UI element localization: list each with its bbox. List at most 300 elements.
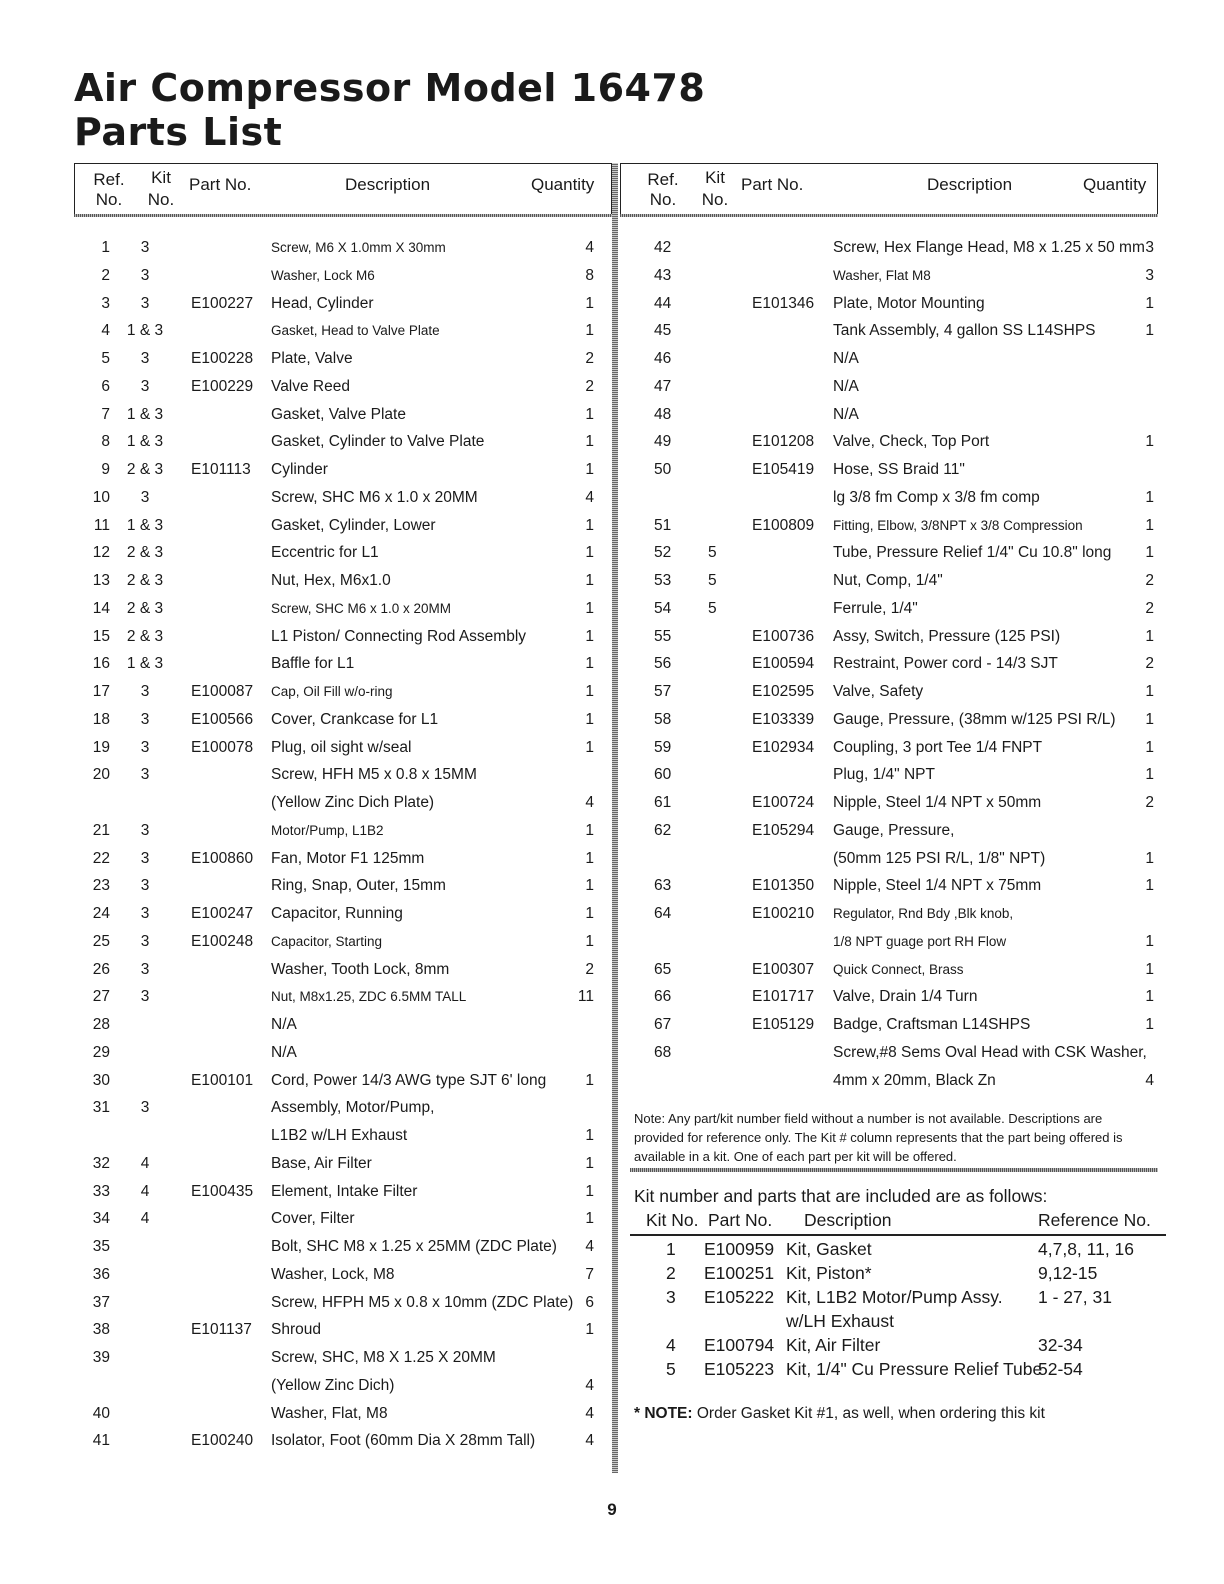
cell-ref-no: 65 [654, 960, 672, 978]
column-divider [612, 163, 618, 1473]
cell-quantity: 1 [1145, 710, 1154, 728]
cell-quantity: 1 [585, 821, 594, 839]
cell-description: Ring, Snap, Outer, 15mm [271, 877, 446, 895]
cell-quantity: 4 [585, 488, 594, 506]
cell-kit-no: 1 & 3 [126, 405, 164, 423]
cell-ref-no: 64 [654, 905, 672, 922]
cell-description: Restraint, Power cord - 14/3 SJT [833, 655, 1058, 673]
cell-quantity: 4 [585, 1238, 594, 1255]
cell-ref-no: 42 [654, 239, 672, 256]
cell-quantity: 1 [1145, 877, 1154, 895]
cell-description: N/A [833, 405, 859, 423]
cell-part-no: E101346 [752, 294, 815, 312]
cell-kit-no: 5 [708, 572, 717, 589]
cell-quantity: 8 [585, 266, 594, 284]
cell-ref-no: 27 [92, 988, 110, 1006]
cell-description: Screw, HFPH M5 x 0.8 x 10mm (ZDC Plate) [271, 1293, 574, 1311]
kit-header-kit-no: Kit No. [646, 1210, 699, 1230]
cell-ref-no: 60 [654, 766, 672, 784]
cell-description: (50mm 125 PSI R/L, 1/8" NPT) [833, 849, 1046, 867]
kit-header-part-no: Part No. [708, 1210, 773, 1230]
cell-kit-no: 4 [140, 1154, 150, 1172]
cell-quantity: 1 [585, 627, 594, 645]
cell-description: N/A [271, 1043, 297, 1061]
cell-description: Gasket, Cylinder, Lower [271, 516, 436, 534]
kit-cell-description: Kit, Piston* [786, 1263, 872, 1283]
cell-description: Valve Reed [271, 377, 350, 395]
cell-description: Washer, Tooth Lock, 8mm [271, 960, 450, 978]
cell-description: Hose, SS Braid 11" [833, 461, 965, 478]
cell-ref-no: 57 [654, 683, 672, 700]
cell-quantity: 6 [585, 1293, 594, 1311]
kit-cell-reference: 9,12-15 [1038, 1263, 1098, 1283]
cell-kit-no: 2 & 3 [126, 572, 164, 589]
cell-kit-no: 4 [140, 1210, 150, 1228]
cell-part-no: E100247 [191, 905, 254, 922]
cell-description: Gasket, Head to Valve Plate [271, 323, 440, 339]
cell-description: Washer, Flat M8 [833, 267, 931, 283]
cell-ref-no: 28 [92, 1016, 110, 1033]
cell-part-no: E105419 [752, 461, 815, 478]
cell-kit-no: 1 & 3 [126, 516, 164, 534]
cell-quantity: 2 [1145, 572, 1154, 589]
cell-description: Nut, Hex, M6x1.0 [271, 572, 391, 589]
cell-description: N/A [833, 377, 859, 395]
header-description: Description [345, 175, 431, 194]
cell-quantity: 7 [585, 1265, 594, 1283]
cell-description: Assembly, Motor/Pump, [271, 1099, 435, 1117]
cell-kit-no: 3 [140, 377, 150, 395]
cell-kit-no: 3 [140, 710, 150, 728]
cell-ref-no: 38 [92, 1321, 110, 1339]
cell-quantity: 1 [585, 905, 594, 922]
cell-quantity: 3 [1145, 266, 1154, 284]
kit-cell-part-no: E100794 [704, 1335, 775, 1355]
cell-kit-no: 1 & 3 [126, 655, 164, 673]
cell-description: (Yellow Zinc Dich Plate) [271, 794, 435, 811]
cell-ref-no: 36 [92, 1265, 110, 1283]
cell-ref-no: 59 [654, 738, 672, 756]
header-quantity: Quantity [1083, 175, 1147, 194]
cell-ref-no: 55 [654, 627, 672, 645]
availability-note: Note: Any part/kit number field without a number is not available. Descriptions are provided for reference only. The Kit # column represents that the part being offered is available in a kit. One of each part per kit will be offered. [634, 1111, 1123, 1164]
cell-ref-no: 67 [654, 1016, 672, 1033]
kit-cell-kit-no: 5 [666, 1359, 676, 1379]
cell-description: Screw, HFH M5 x 0.8 x 15MM [271, 766, 477, 784]
cell-kit-no: 3 [140, 905, 150, 922]
cell-ref-no: 54 [654, 599, 672, 617]
cell-ref-no: 41 [92, 1432, 110, 1450]
cell-kit-no: 3 [140, 488, 150, 506]
cell-description: Badge, Craftsman L14SHPS [833, 1016, 1031, 1033]
cell-description: Washer, Lock M6 [271, 267, 375, 283]
cell-kit-no: 5 [708, 599, 717, 617]
kit-intro: Kit number and parts that are included are as follows: [634, 1186, 1048, 1206]
kit-cell-reference: 4,7,8, 11, 16 [1038, 1239, 1135, 1259]
cell-quantity: 1 [585, 461, 594, 478]
cell-quantity: 2 [585, 960, 594, 978]
cell-part-no: E100860 [191, 849, 254, 867]
cell-kit-no: 3 [140, 932, 150, 950]
cell-kit-no: 2 & 3 [126, 461, 164, 478]
cell-part-no: E101137 [191, 1321, 252, 1339]
cell-description: Quick Connect, Brass [833, 961, 964, 977]
cell-ref-no: 62 [654, 821, 672, 839]
cell-ref-no: 31 [92, 1099, 110, 1117]
cell-description: Baffle for L1 [271, 655, 355, 673]
cell-ref-no: 18 [92, 710, 110, 728]
cell-kit-no: 4 [140, 1182, 150, 1200]
cell-part-no: E100101 [191, 1071, 254, 1089]
cell-ref-no: 44 [654, 294, 672, 312]
cell-ref-no: 20 [92, 766, 110, 784]
kit-cell-description: Kit, Air Filter [786, 1335, 881, 1355]
cell-quantity: 1 [1145, 294, 1154, 312]
cell-quantity: 1 [585, 599, 594, 617]
cell-kit-no: 3 [140, 821, 150, 839]
cell-quantity: 2 [1145, 655, 1154, 673]
cell-description: Gasket, Cylinder to Valve Plate [271, 433, 485, 451]
cell-quantity: 1 [585, 294, 594, 312]
kit-cell-reference: 52-54 [1038, 1359, 1083, 1379]
cell-description: 4mm x 20mm, Black Zn [833, 1071, 996, 1089]
cell-ref-no: 6 [101, 377, 110, 395]
cell-part-no: E100228 [191, 350, 254, 367]
cell-description: Screw, SHC, M8 X 1.25 X 20MM [271, 1349, 496, 1366]
cell-part-no: E100736 [752, 627, 815, 645]
cell-ref-no: 63 [654, 877, 672, 895]
cell-part-no: E100594 [752, 655, 815, 673]
cell-part-no: E100724 [752, 794, 815, 811]
cell-description: Eccentric for L1 [271, 544, 379, 562]
cell-description: lg 3/8 fm Comp x 3/8 fm comp [833, 488, 1040, 506]
title-line-1: Air Compressor Model 16478 [74, 66, 706, 110]
cell-kit-no: 3 [140, 683, 150, 700]
right-table-header [620, 163, 1158, 217]
cell-ref-no: 10 [92, 488, 110, 506]
cell-part-no: E101208 [752, 433, 815, 451]
header-kit-no: Kit No. [701, 168, 729, 209]
cell-kit-no: 3 [140, 766, 150, 784]
cell-description: Nipple, Steel 1/4 NPT x 75mm [833, 877, 1042, 895]
header-quantity: Quantity [531, 175, 595, 194]
cell-description: N/A [271, 1016, 297, 1033]
cell-kit-no: 3 [140, 988, 150, 1006]
cell-kit-no: 3 [140, 239, 150, 256]
cell-quantity: 1 [585, 1071, 594, 1089]
cell-quantity: 1 [585, 710, 594, 728]
cell-ref-no: 43 [654, 266, 672, 284]
cell-description: Fitting, Elbow, 3/8NPT x 3/8 Compression [833, 517, 1083, 533]
cell-ref-no: 37 [92, 1293, 110, 1311]
cell-ref-no: 58 [654, 710, 672, 728]
cell-description: Element, Intake Filter [271, 1182, 418, 1200]
cell-quantity: 1 [585, 1182, 594, 1200]
cell-description: Screw, M6 X 1.0mm X 30mm [271, 240, 446, 255]
cell-quantity: 1 [585, 932, 594, 950]
note-label: * NOTE: [634, 1405, 693, 1422]
cell-quantity: 1 [585, 322, 594, 340]
cell-ref-no: 66 [654, 988, 672, 1006]
cell-description: Washer, Flat, M8 [271, 1404, 388, 1422]
kit-header-description: Description [804, 1210, 892, 1230]
cell-quantity: 4 [585, 794, 594, 811]
cell-ref-no: 33 [92, 1182, 110, 1200]
note-divider [630, 1168, 1158, 1172]
cell-quantity: 1 [585, 738, 594, 756]
cell-part-no: E100227 [191, 294, 254, 312]
cell-description: Isolator, Foot (60mm Dia X 28mm Tall) [271, 1432, 536, 1450]
cell-kit-no: 3 [140, 350, 150, 367]
cell-quantity: 1 [1145, 516, 1154, 534]
cell-quantity: 4 [585, 1432, 594, 1450]
cell-description: L1 Piston/ Connecting Rod Assembly [271, 627, 527, 645]
cell-part-no: E101350 [752, 877, 815, 895]
kit-cell-part-no: E100959 [704, 1239, 775, 1259]
cell-part-no: E102595 [752, 683, 815, 700]
cell-description: Screw, SHC M6 x 1.0 x 20MM [271, 600, 452, 616]
cell-description: Plug, 1/4" NPT [833, 766, 935, 784]
cell-ref-no: 53 [654, 572, 672, 589]
cell-description: Base, Air Filter [271, 1154, 372, 1172]
cell-quantity: 1 [585, 877, 594, 895]
cell-description: Screw, SHC M6 x 1.0 x 20MM [271, 488, 478, 506]
cell-ref-no: 19 [92, 738, 110, 756]
cell-quantity: 2 [585, 350, 594, 367]
cell-ref-no: 5 [101, 350, 110, 367]
kit-header-rule [630, 1234, 1166, 1236]
cell-ref-no: 45 [654, 322, 672, 340]
cell-ref-no: 30 [92, 1071, 110, 1089]
cell-description: Capacitor, Running [271, 905, 403, 922]
cell-quantity: 1 [1145, 1016, 1154, 1033]
cell-description: Cover, Filter [271, 1210, 355, 1228]
cell-description: Plate, Valve [271, 350, 353, 367]
cell-ref-no: 15 [92, 627, 110, 645]
cell-part-no: E103339 [752, 710, 815, 728]
cell-ref-no: 40 [92, 1404, 110, 1422]
cell-ref-no: 25 [92, 932, 110, 950]
cell-description: 1/8 NPT guage port RH Flow [833, 933, 1007, 949]
cell-description: Gauge, Pressure, [833, 821, 955, 839]
cell-quantity: 4 [1145, 1071, 1154, 1089]
kit-cell-description: Kit, Gasket [786, 1239, 872, 1259]
cell-description: Plate, Motor Mounting [833, 294, 985, 312]
cell-quantity: 1 [1145, 433, 1154, 451]
cell-description: L1B2 w/LH Exhaust [271, 1127, 408, 1144]
cell-quantity: 1 [1145, 488, 1154, 506]
cell-description: Capacitor, Starting [271, 933, 383, 949]
cell-description: Head, Cylinder [271, 294, 374, 312]
cell-kit-no: 3 [140, 1099, 150, 1117]
cell-quantity: 1 [1145, 988, 1154, 1006]
kit-cell-description: Kit, L1B2 Motor/Pump Assy. [786, 1287, 1003, 1307]
kit-cell-kit-no: 4 [666, 1335, 676, 1355]
cell-part-no: E100210 [752, 905, 815, 922]
cell-ref-no: 50 [654, 461, 672, 478]
kit-cell-description: Kit, 1/4" Cu Pressure Relief Tube [786, 1359, 1043, 1379]
cell-ref-no: 56 [654, 655, 672, 673]
cell-quantity: 1 [585, 405, 594, 423]
cell-kit-no: 3 [140, 294, 150, 312]
header-ref-no: Ref. No. [647, 170, 679, 209]
cell-ref-no: 29 [92, 1043, 110, 1061]
page-number: 9 [607, 1500, 617, 1519]
cell-quantity: 1 [1145, 738, 1154, 756]
cell-description: Screw, Hex Flange Head, M8 x 1.25 x 50 mm [833, 239, 1145, 256]
cell-quantity: 1 [1145, 544, 1154, 562]
cell-part-no: E100307 [752, 960, 815, 978]
cell-ref-no: 7 [101, 405, 110, 423]
cell-part-no: E100087 [191, 683, 254, 700]
kit-cell-kit-no: 3 [666, 1287, 676, 1307]
cell-ref-no: 52 [654, 544, 672, 562]
cell-part-no: E100229 [191, 377, 254, 395]
cell-quantity: 4 [585, 239, 594, 256]
cell-ref-no: 32 [92, 1154, 110, 1172]
cell-description: Tank Assembly, 4 gallon SS L14SHPS [833, 322, 1096, 340]
cell-description: Nipple, Steel 1/4 NPT x 50mm [833, 794, 1042, 811]
cell-kit-no: 3 [140, 960, 150, 978]
cell-quantity: 2 [585, 377, 594, 395]
cell-description: Cap, Oil Fill w/o-ring [271, 684, 393, 699]
cell-ref-no: 51 [654, 516, 672, 534]
cell-description: Nut, Comp, 1/4" [833, 572, 943, 589]
cell-ref-no: 4 [101, 322, 110, 340]
kit-cell-description-cont: w/LH Exhaust [786, 1311, 894, 1331]
cell-quantity: 1 [1145, 683, 1154, 700]
cell-kit-no: 1 & 3 [126, 433, 164, 451]
cell-part-no: E105294 [752, 821, 815, 839]
cell-quantity: 1 [585, 516, 594, 534]
cell-ref-no: 26 [92, 960, 110, 978]
cell-ref-no: 17 [92, 683, 110, 700]
cell-description: N/A [833, 350, 859, 367]
header-ref-no: Ref. No. [93, 170, 125, 209]
cell-description: Motor/Pump, L1B2 [271, 822, 384, 838]
cell-description: Gauge, Pressure, (38mm w/125 PSI R/L) [833, 710, 1116, 728]
cell-kit-no: 3 [140, 738, 150, 756]
cell-description: Shroud [271, 1321, 321, 1339]
gasket-kit-note [634, 1405, 1045, 1423]
cell-ref-no: 34 [92, 1210, 110, 1228]
cell-quantity: 1 [1145, 960, 1154, 978]
cell-quantity: 11 [577, 988, 594, 1006]
cell-description: Nut, M8x1.25, ZDC 6.5MM TALL [271, 989, 467, 1005]
cell-ref-no: 13 [92, 572, 110, 589]
cell-ref-no: 22 [92, 849, 110, 867]
header-part-no: Part No. [741, 175, 804, 194]
cell-ref-no: 61 [654, 794, 672, 811]
cell-ref-no: 2 [101, 266, 110, 284]
cell-quantity: 2 [1145, 794, 1154, 811]
header-part-no: Part No. [189, 175, 252, 194]
cell-quantity: 1 [1145, 932, 1154, 950]
header-kit-no: Kit No. [147, 168, 175, 209]
kit-cell-reference: 1 - 27, 31 [1038, 1287, 1112, 1307]
cell-description: Plug, oil sight w/seal [271, 738, 412, 756]
cell-description: Coupling, 3 port Tee 1/4 FNPT [833, 738, 1043, 756]
cell-part-no: E101113 [191, 461, 251, 478]
cell-ref-no: 16 [92, 655, 110, 673]
cell-description: Screw,#8 Sems Oval Head with CSK Washer, [833, 1043, 1147, 1061]
header-description: Description [927, 175, 1013, 194]
cell-ref-no: 49 [654, 433, 672, 451]
cell-quantity: 1 [1145, 322, 1154, 340]
kit-cell-kit-no: 2 [666, 1263, 676, 1283]
cell-kit-no: 5 [708, 544, 717, 562]
cell-kit-no: 2 & 3 [126, 544, 164, 562]
cell-description: Valve, Safety [833, 683, 924, 700]
cell-description: Fan, Motor F1 125mm [271, 849, 425, 867]
note-text: Order Gasket Kit #1, as well, when ordering this kit [692, 1405, 1045, 1422]
cell-quantity: 1 [1145, 849, 1154, 867]
kit-cell-part-no: E100251 [704, 1263, 775, 1283]
kit-cell-part-no: E105223 [704, 1359, 775, 1379]
kit-header-reference: Reference No. [1038, 1210, 1151, 1230]
cell-description: Gasket, Valve Plate [271, 405, 406, 423]
cell-part-no: E100566 [191, 710, 254, 728]
cell-ref-no: 14 [92, 599, 110, 617]
cell-part-no: E100435 [191, 1182, 254, 1200]
cell-ref-no: 48 [654, 405, 672, 423]
cell-description: Regulator, Rnd Bdy ,Blk knob, [833, 906, 1014, 921]
cell-quantity: 1 [1145, 627, 1154, 645]
cell-ref-no: 47 [654, 377, 672, 395]
cell-ref-no: 21 [92, 821, 110, 839]
cell-kit-no: 2 & 3 [126, 599, 164, 617]
cell-kit-no: 1 & 3 [126, 322, 164, 340]
cell-part-no: E100248 [191, 932, 254, 950]
cell-quantity: 2 [1145, 599, 1154, 617]
cell-part-no: E101717 [752, 988, 815, 1006]
cell-description: (Yellow Zinc Dich) [271, 1376, 395, 1394]
cell-ref-no: 3 [101, 294, 110, 312]
cell-description: Valve, Check, Top Port [833, 433, 990, 451]
cell-description: Tube, Pressure Relief 1/4" Cu 10.8" long [833, 544, 1112, 562]
cell-part-no: E100240 [191, 1432, 254, 1450]
cell-quantity: 1 [585, 1154, 594, 1172]
cell-part-no: E105129 [752, 1016, 815, 1033]
cell-ref-no: 39 [92, 1349, 110, 1366]
cell-quantity: 3 [1145, 239, 1154, 256]
cell-quantity: 4 [585, 1404, 594, 1422]
cell-part-no: E100809 [752, 516, 815, 534]
title-line-2: Parts List [74, 110, 283, 154]
kit-cell-part-no: E105222 [704, 1287, 775, 1307]
cell-quantity: 1 [585, 544, 594, 562]
cell-quantity: 1 [585, 1210, 594, 1228]
kit-cell-reference: 32-34 [1038, 1335, 1083, 1355]
cell-quantity: 4 [585, 1376, 594, 1394]
cell-quantity: 1 [585, 683, 594, 700]
cell-quantity: 1 [1145, 766, 1154, 784]
cell-ref-no: 24 [92, 905, 110, 922]
cell-description: Valve, Drain 1/4 Turn [833, 988, 978, 1006]
cell-kit-no: 2 & 3 [126, 627, 164, 645]
cell-ref-no: 11 [93, 516, 110, 534]
cell-quantity: 1 [585, 655, 594, 673]
cell-ref-no: 46 [654, 350, 672, 367]
cell-description: Ferrule, 1/4" [833, 599, 918, 617]
cell-part-no: E100078 [191, 738, 254, 756]
left-table-header [74, 163, 612, 217]
cell-description: Cord, Power 14/3 AWG type SJT 6' long [271, 1071, 547, 1089]
cell-ref-no: 9 [101, 461, 110, 478]
cell-ref-no: 12 [92, 544, 110, 562]
cell-quantity: 1 [585, 572, 594, 589]
cell-ref-no: 35 [92, 1238, 110, 1255]
